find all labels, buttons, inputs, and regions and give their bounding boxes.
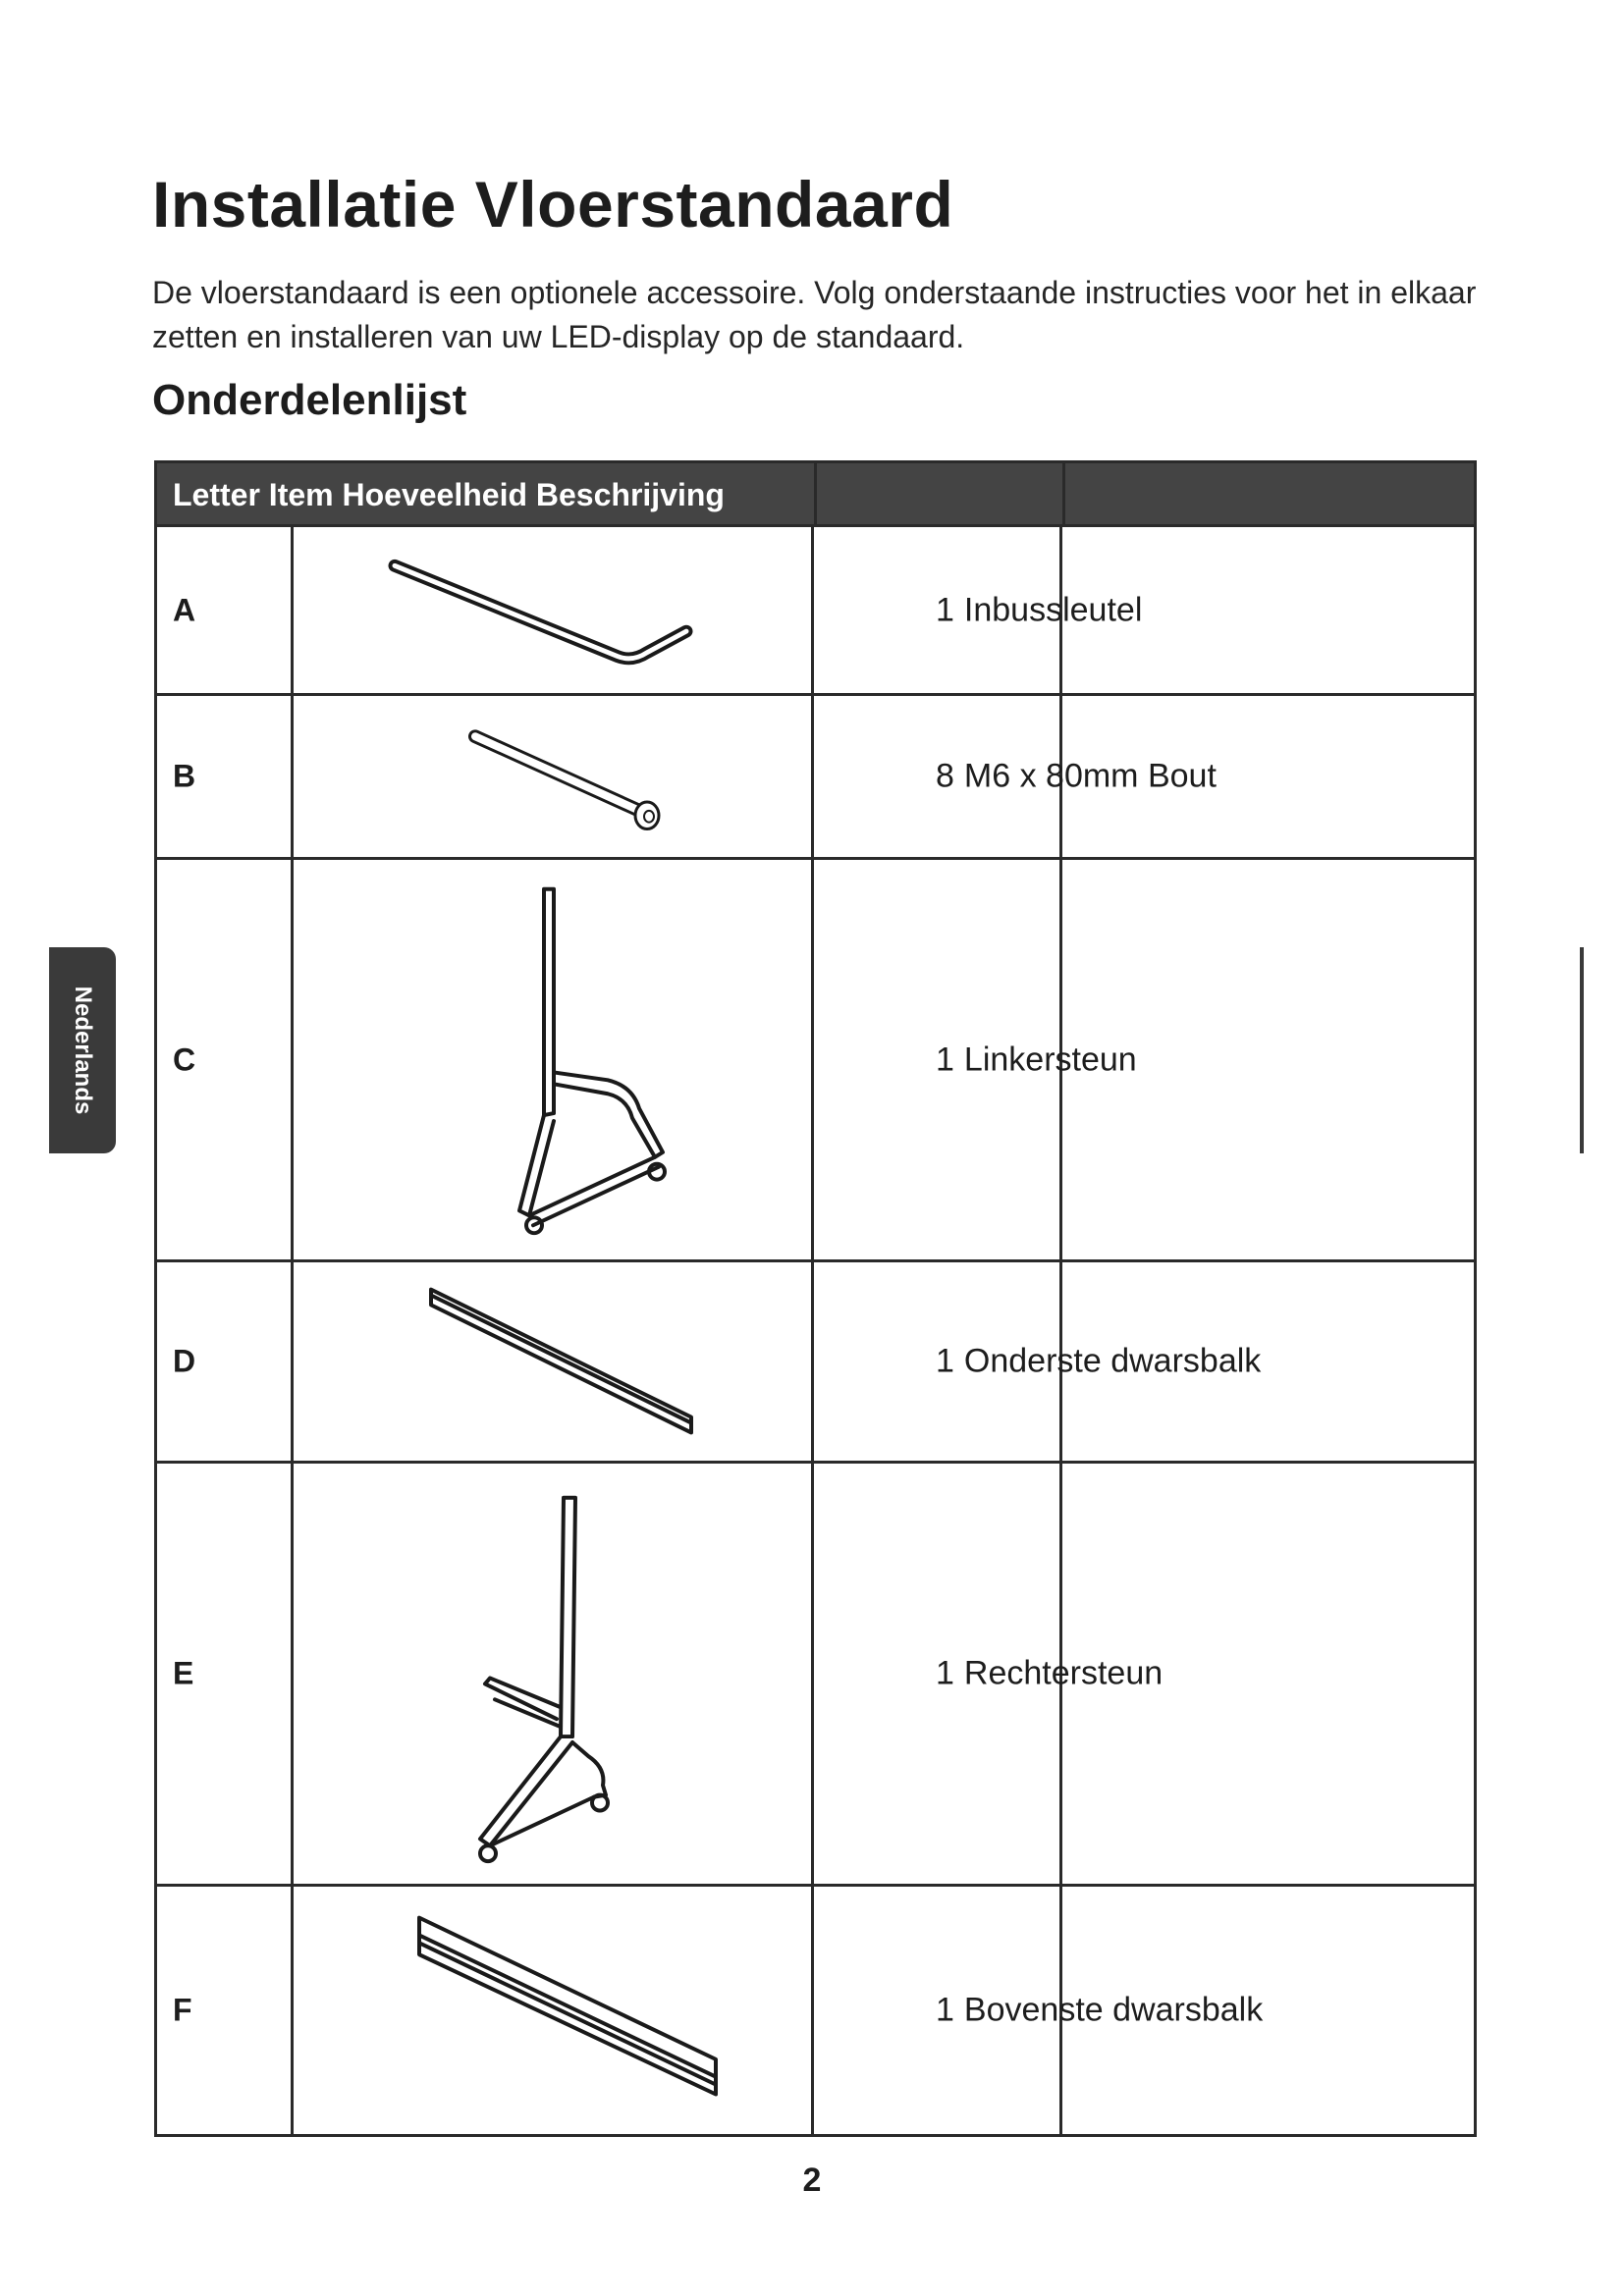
part-letter: E [173,1655,194,1691]
table-row [154,860,1477,1262]
page-number: 2 [802,2162,822,2199]
part-description [936,758,1217,796]
cell-divider [811,696,814,857]
table-row [154,527,1477,696]
table-row [154,1464,1477,1887]
bottom-crossbar-icon [294,1262,814,1461]
bolt-icon [294,696,814,857]
right-support-icon [294,1464,814,1884]
part-name: Inbussleutel [963,591,1143,628]
parts-list-heading: Onderdelenlijst [152,376,467,424]
part-description [936,591,1142,629]
table-row [154,1887,1477,2137]
part-name: Linkersteun [963,1041,1137,1078]
cell-divider [811,527,814,693]
table-row [154,1262,1477,1464]
part-name: M6 x 80mm Bout [963,757,1217,795]
hex-key-icon [294,527,814,693]
part-letter: F [173,1992,192,2028]
part-quantity: 1 [936,591,954,628]
table-header [154,460,1477,527]
top-crossbar-icon [294,1887,814,2134]
table-row [154,696,1477,860]
part-quantity: 1 [936,1654,954,1692]
header-divider [1062,463,1065,524]
part-quantity: 1 [936,1991,954,2029]
left-support-icon [294,860,814,1259]
part-name: Bovenste dwarsbalk [963,1991,1264,2029]
part-description [936,1992,1263,2030]
part-description [936,1343,1261,1381]
part-quantity: 1 [936,1041,954,1078]
part-letter: A [173,592,196,627]
part-name: Onderste dwarsbalk [963,1342,1262,1380]
part-description [936,1655,1163,1693]
cell-divider [811,1464,814,1884]
part-letter: C [173,1041,196,1077]
table-header-label: Letter Item Hoeveelheid Beschrijving [173,477,725,512]
part-quantity: 1 [936,1342,954,1380]
part-quantity: 8 [936,757,954,795]
intro-text: De vloerstandaard is een optionele accessoire. Volg onderstaande instructies voor het in elkaar zetten en installeren van uw LED-display op de standaard. [152,275,1477,354]
header-divider [814,463,817,524]
page-edge-marker [1580,947,1584,1153]
part-name: Rechtersteun [963,1654,1164,1692]
language-tab-label: Nederlands [70,986,96,1115]
parts-table [154,460,1477,2137]
language-tab [49,947,116,1153]
part-letter: B [173,758,196,794]
part-letter: D [173,1343,196,1379]
cell-divider [811,1887,814,2134]
cell-divider [811,860,814,1259]
page-title: Installatie Vloerstandaard [152,168,954,240]
cell-divider [811,1262,814,1461]
part-description [936,1041,1137,1079]
